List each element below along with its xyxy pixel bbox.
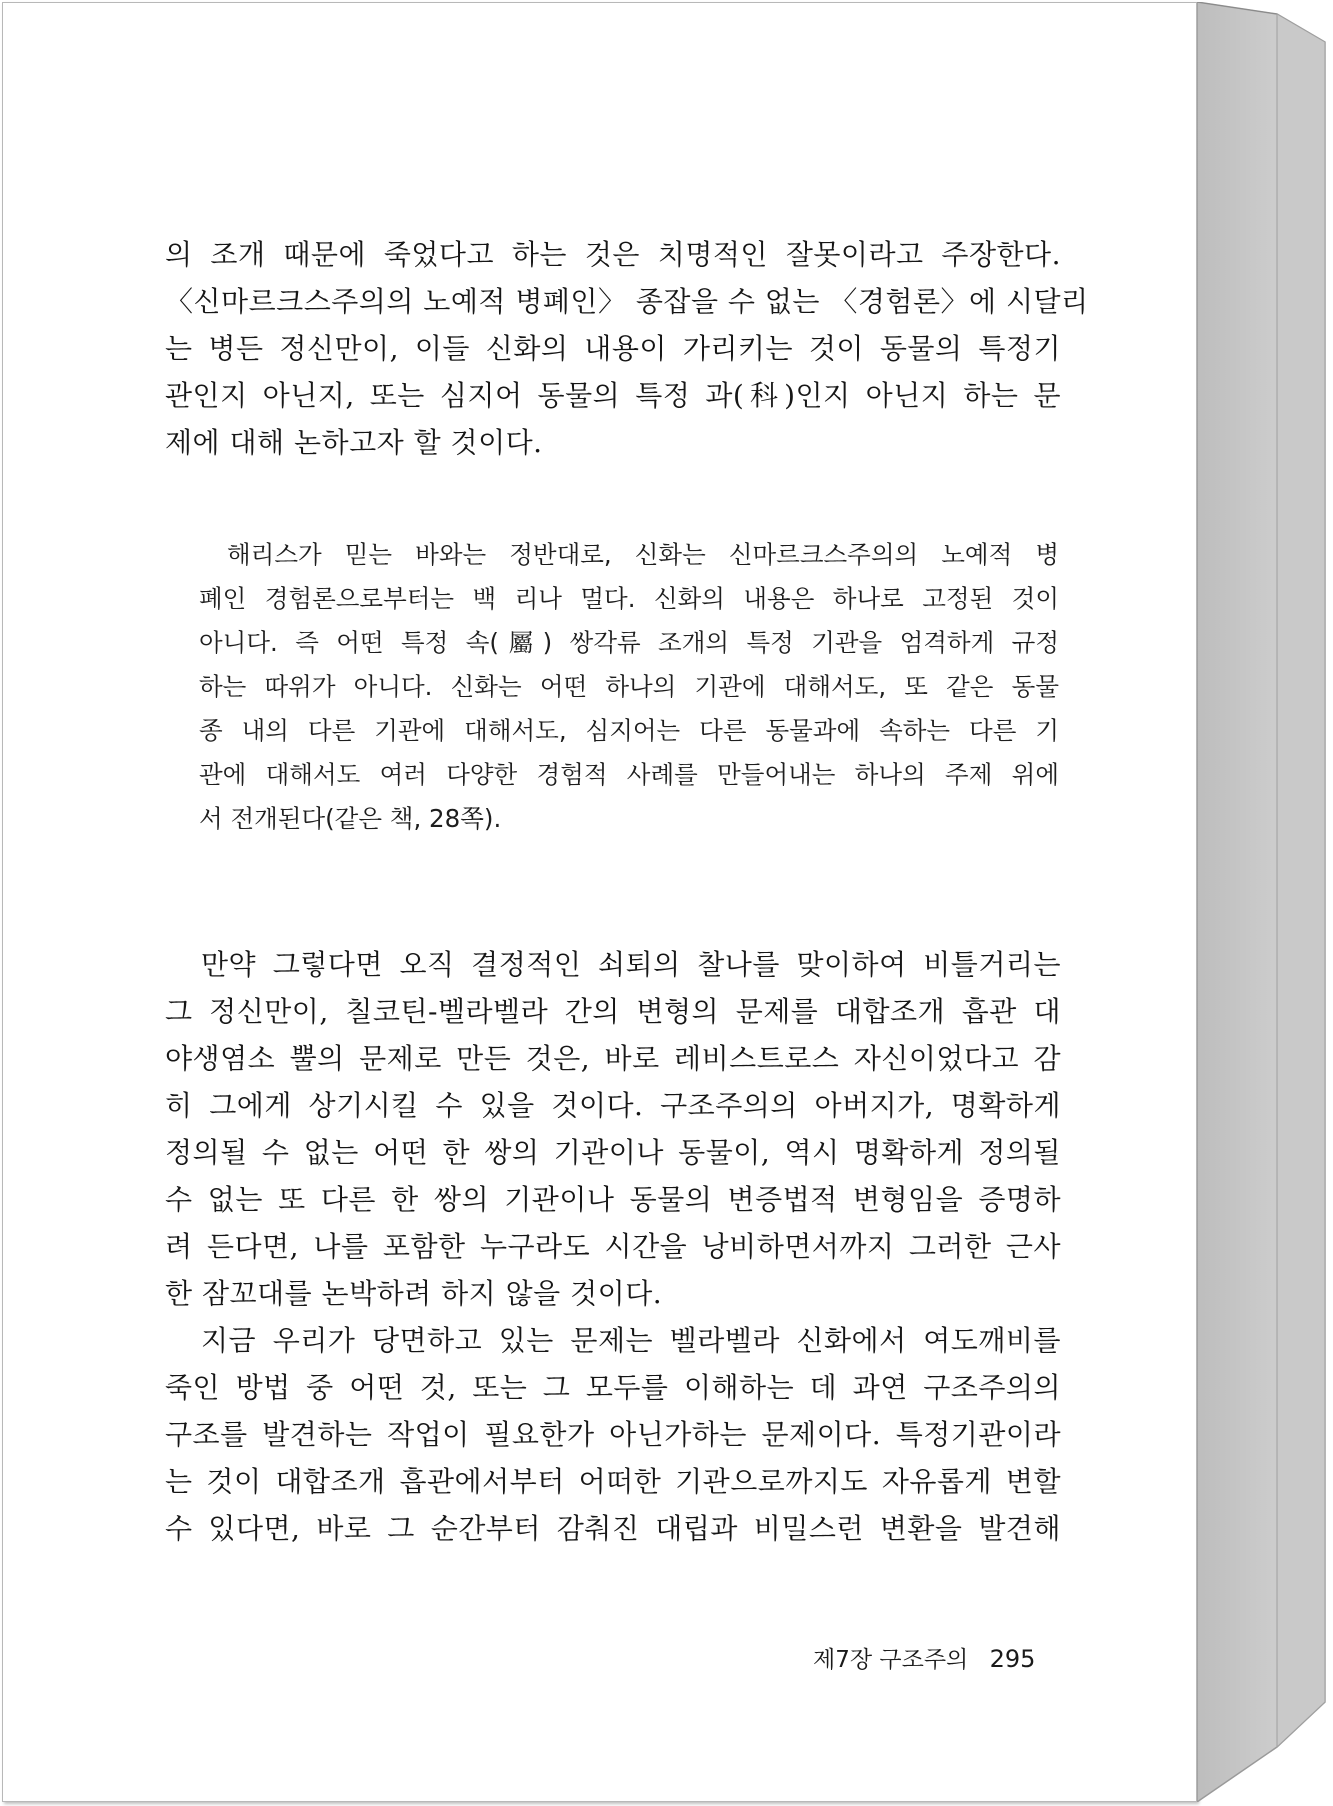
text-line: 죽인 방법 중 어떤 것, 또는 그 모두를 이해하는 데 과연 구조주의의 (165, 1371, 1061, 1404)
text-line: 히 그에게 상기시킬 수 있을 것이다. 구조주의의 아버지가, 명확하게 (165, 1089, 1061, 1122)
text-line: 려 든다면, 나를 포함한 누구라도 시간을 낭비하면서까지 그러한 근사 (165, 1230, 1061, 1263)
page-number: 295 (989, 1645, 1036, 1673)
text-line: 수 있다면, 바로 그 순간부터 감춰진 대립과 비밀스런 변환을 발견해 (165, 1512, 1061, 1545)
text-line: 만약 그렇다면 오직 결정적인 쇠퇴의 찰나를 맞이하여 비틀거리는 (201, 948, 1061, 981)
paragraph-1 (165, 231, 1089, 466)
page-footer (813, 1641, 1035, 1674)
quote-line: 아니다. 즉 어떤 특정 속(屬) 쌍각류 조개의 특정 기관을 엄격하게 규정 (199, 628, 1059, 657)
text-line: 관인지 아닌지, 또는 심지어 동물의 특정 과(科)인지 아닌지 하는 문 (165, 379, 1061, 412)
paragraph-2 (165, 941, 1061, 1317)
text-line: 야생염소 뿔의 문제로 만든 것은, 바로 레비스트로스 자신이었다고 감 (165, 1042, 1061, 1075)
quote-line: 관에 대해서도 여러 다양한 경험적 사례를 만들어내는 하나의 주제 위에 (199, 760, 1059, 789)
text-line: 는 것이 대합조개 흡관에서부터 어떠한 기관으로까지도 자유롭게 변할 (165, 1465, 1061, 1498)
paragraph-3 (165, 1317, 1061, 1552)
page-edge-shape (1197, 2, 1327, 1802)
text-line: 지금 우리가 당면하고 있는 문제는 벨라벨라 신화에서 여도깨비를 (201, 1324, 1061, 1357)
quote-line: 해리스가 믿는 바와는 정반대로, 신화는 신마르크스주의의 노예적 병 (227, 540, 1059, 569)
text-line: 의 조개 때문에 죽었다고 하는 것은 치명적인 잘못이라고 주장한다. (165, 238, 1061, 271)
block-quote (199, 533, 1059, 841)
text-line: 정의될 수 없는 어떤 한 쌍의 기관이나 동물이, 역시 명확하게 정의될 (165, 1136, 1061, 1169)
chapter-title: 제7장 구조주의 (813, 1647, 969, 1673)
quote-line: 서 전개된다(같은 책, 28쪽). (199, 804, 502, 833)
quote-line: 하는 따위가 아니다. 신화는 어떤 하나의 기관에 대해서도, 또 같은 동물 (199, 672, 1059, 701)
book-page (2, 2, 1197, 1802)
text-line: 구조를 발견하는 작업이 필요한가 아닌가하는 문제이다. 특정기관이라 (165, 1418, 1061, 1451)
text-line: 제에 대해 논하고자 할 것이다. (165, 426, 543, 459)
quote-line: 종 내의 다른 기관에 대해서도, 심지어는 다른 동물과에 속하는 다른 기 (199, 716, 1059, 745)
text-line: 는 병든 정신만이, 이들 신화의 내용이 가리키는 것이 동물의 특정기 (165, 332, 1061, 365)
book-spine-edge (1197, 2, 1327, 1802)
text-line: 그 정신만이, 칠코틴-벨라벨라 간의 변형의 문제를 대합조개 흡관 대 (165, 995, 1061, 1028)
text-line: 수 없는 또 다른 한 쌍의 기관이나 동물의 변증법적 변형임을 증명하 (165, 1183, 1061, 1216)
text-line: 한 잠꼬대를 논박하려 하지 않을 것이다. (165, 1277, 663, 1310)
quote-line: 폐인 경험론으로부터는 백 리나 멀다. 신화의 내용은 하나로 고정된 것이 (199, 584, 1059, 613)
text-line: 〈신마르크스주의의 노예적 병폐인〉 종잡을 수 없는 〈경험론〉에 시달리 (165, 285, 1089, 318)
